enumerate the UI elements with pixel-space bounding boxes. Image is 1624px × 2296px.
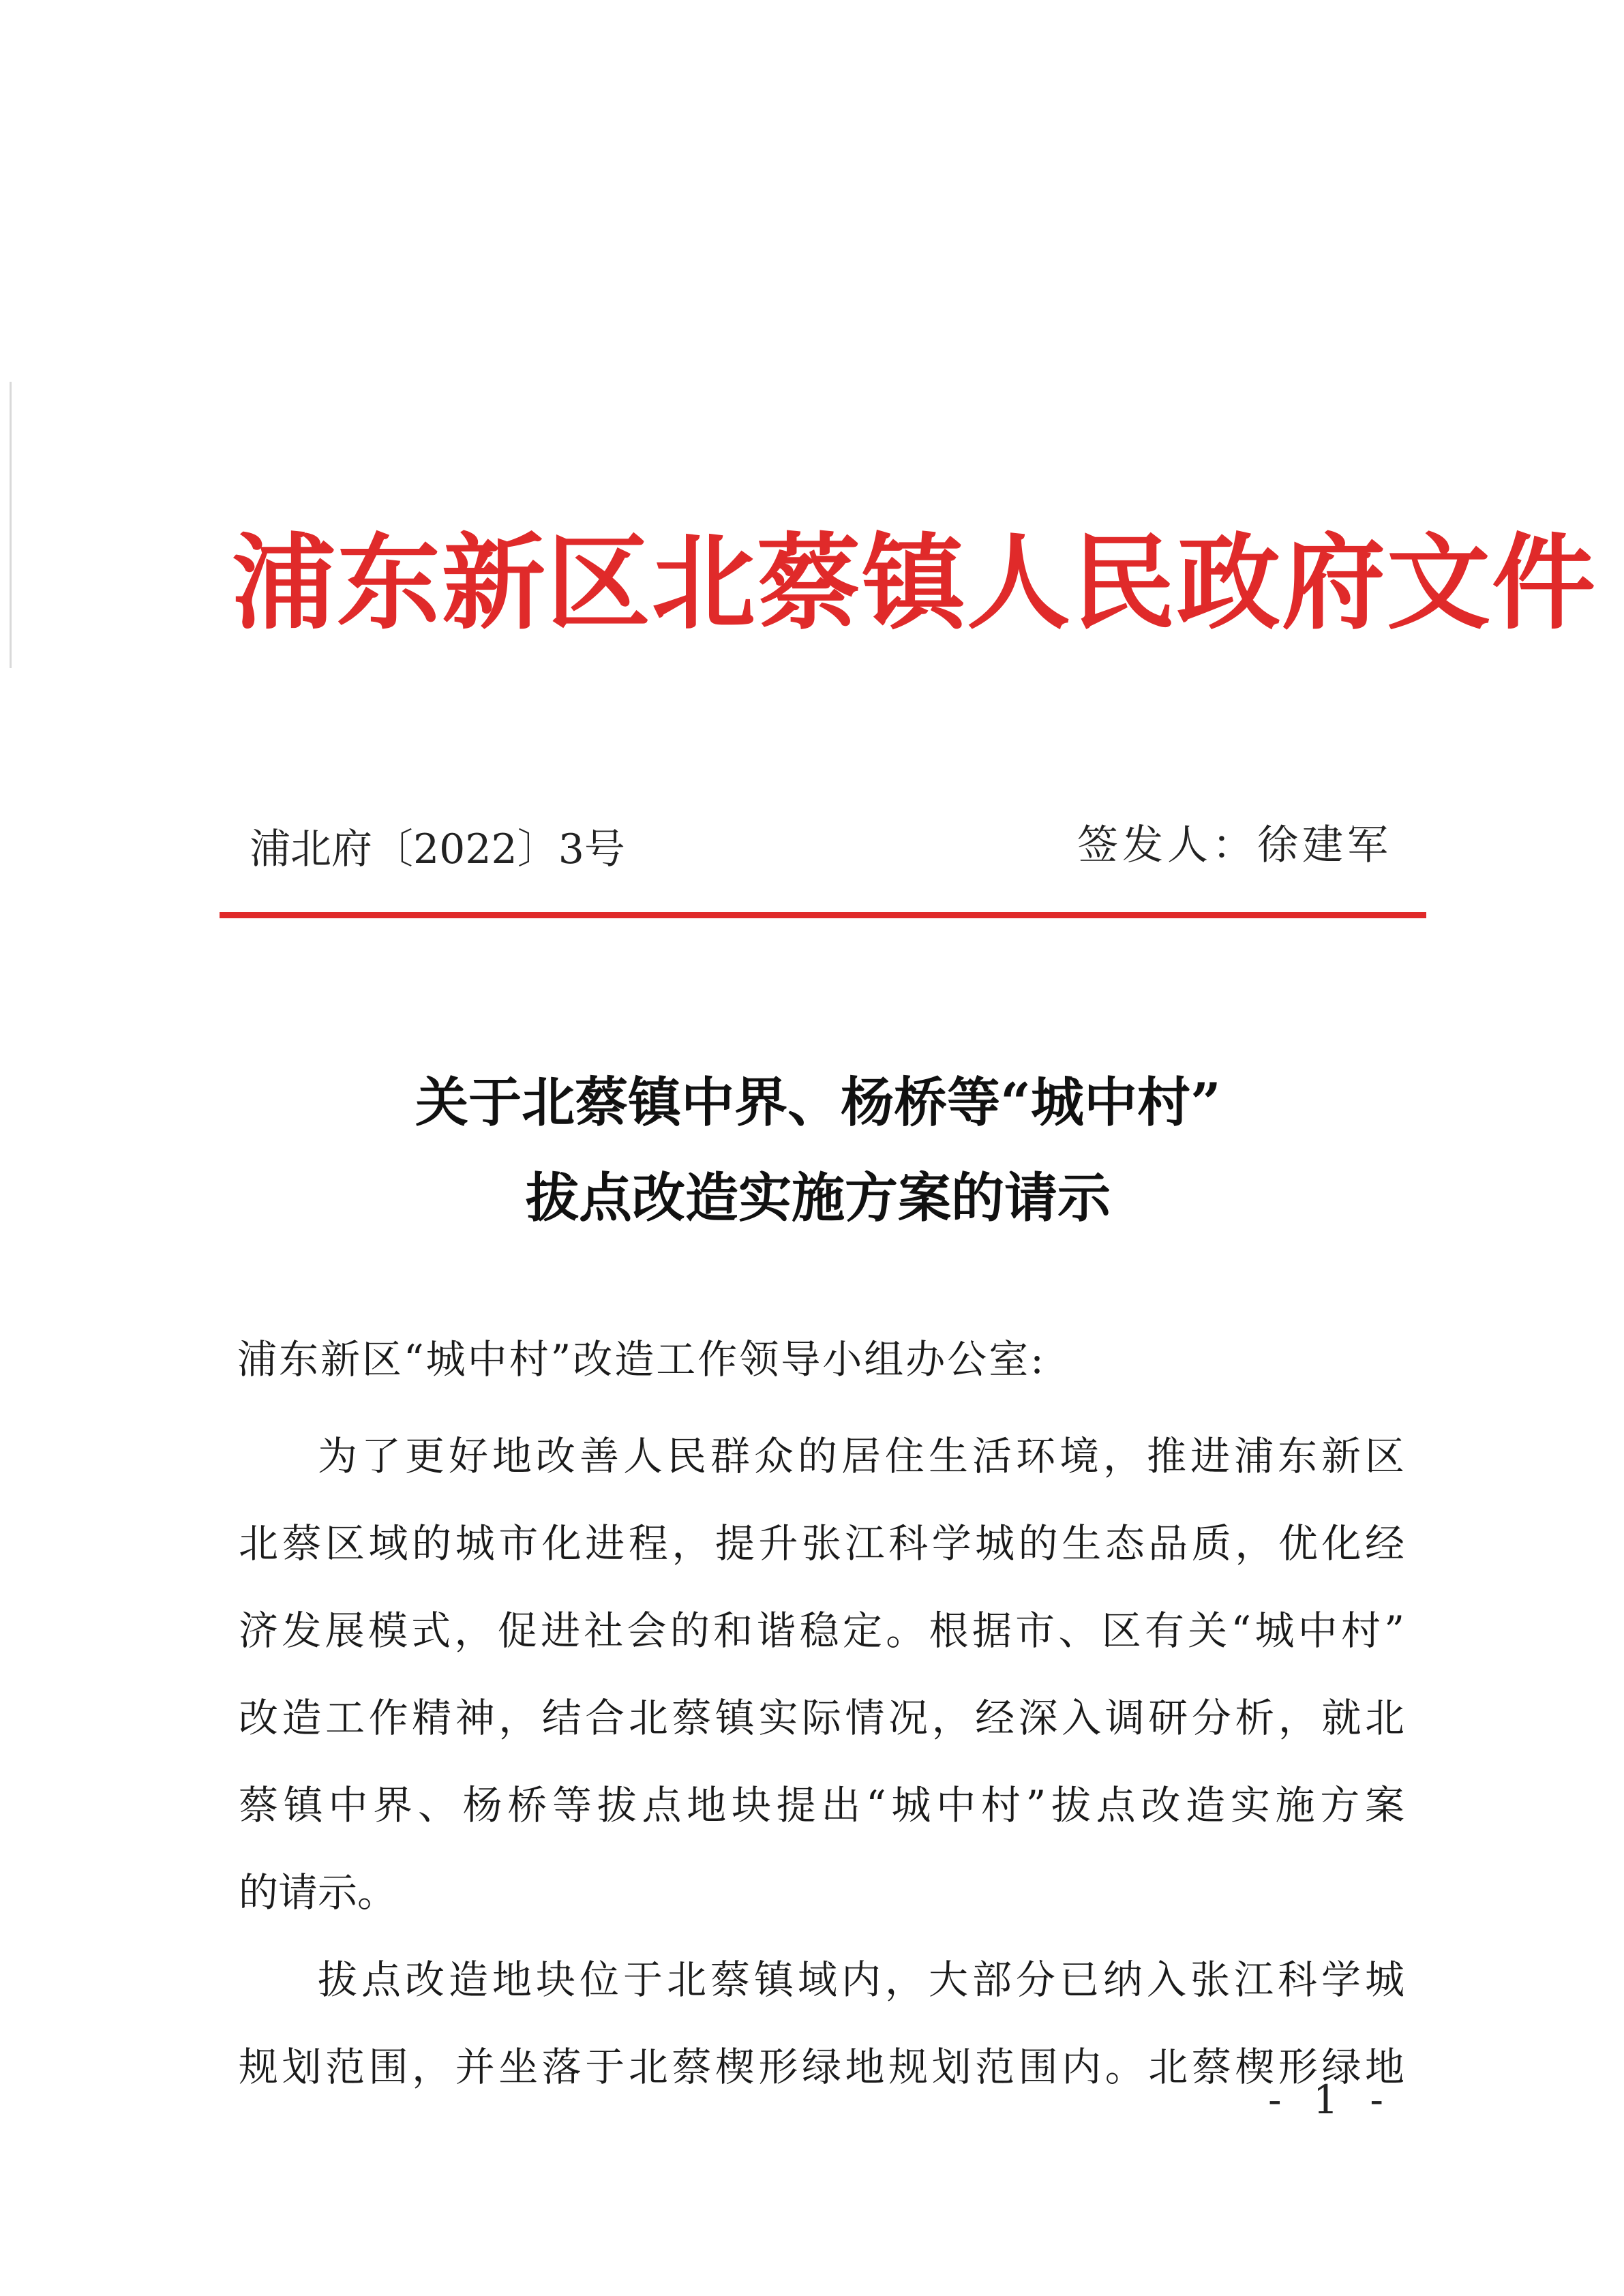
salutation: 浦东新区“城中村”改造工作领导小组办公室: <box>237 1336 1046 1383</box>
signer: 签发人：徐建军 <box>1077 821 1392 869</box>
paragraph-1-line: 为了更好地改善人民群众的居住生活环境，推进浦东新区 <box>318 1433 1404 1479</box>
paragraph-2-line: 拔点改造地块位于北蔡镇域内，大部分已纳入张江科学城 <box>318 1957 1404 2003</box>
red-divider-rule <box>220 912 1426 918</box>
body-text <box>239 1413 1404 2111</box>
paragraph-1-line: 的请示。 <box>239 1869 397 1916</box>
paragraph-2-line: 规划范围，并坐落于北蔡楔形绿地规划范围内。北蔡楔形绿地 <box>239 2044 1404 2090</box>
title-line-1: 关于北蔡镇中界、杨桥等“城中村” <box>415 1072 1221 1134</box>
document-title <box>218 1055 1418 1246</box>
document-number: 浦北府〔2022〕3号 <box>250 826 625 873</box>
paragraph-1-line: 蔡镇中界、杨桥等拔点地块提出“城中村”拔点改造实施方案 <box>239 1782 1404 1828</box>
paragraph-1-line: 北蔡区域的城市化进程，提升张江科学城的生态品质，优化经 <box>239 1520 1404 1567</box>
scan-edge-mark <box>10 382 12 668</box>
paragraph-1-line: 济发展模式，促进社会的和谐稳定。根据市、区有关“城中村” <box>239 1607 1404 1654</box>
paragraph-1-line: 改造工作精神，结合北蔡镇实际情况，经深入调研分析，就北 <box>239 1695 1404 1741</box>
title-line-2: 拔点改造实施方案的请示 <box>525 1167 1111 1229</box>
page-number: - 1 - <box>1268 2076 1393 2123</box>
masthead-title: 浦东新区北蔡镇人民政府文件 <box>232 522 1597 644</box>
